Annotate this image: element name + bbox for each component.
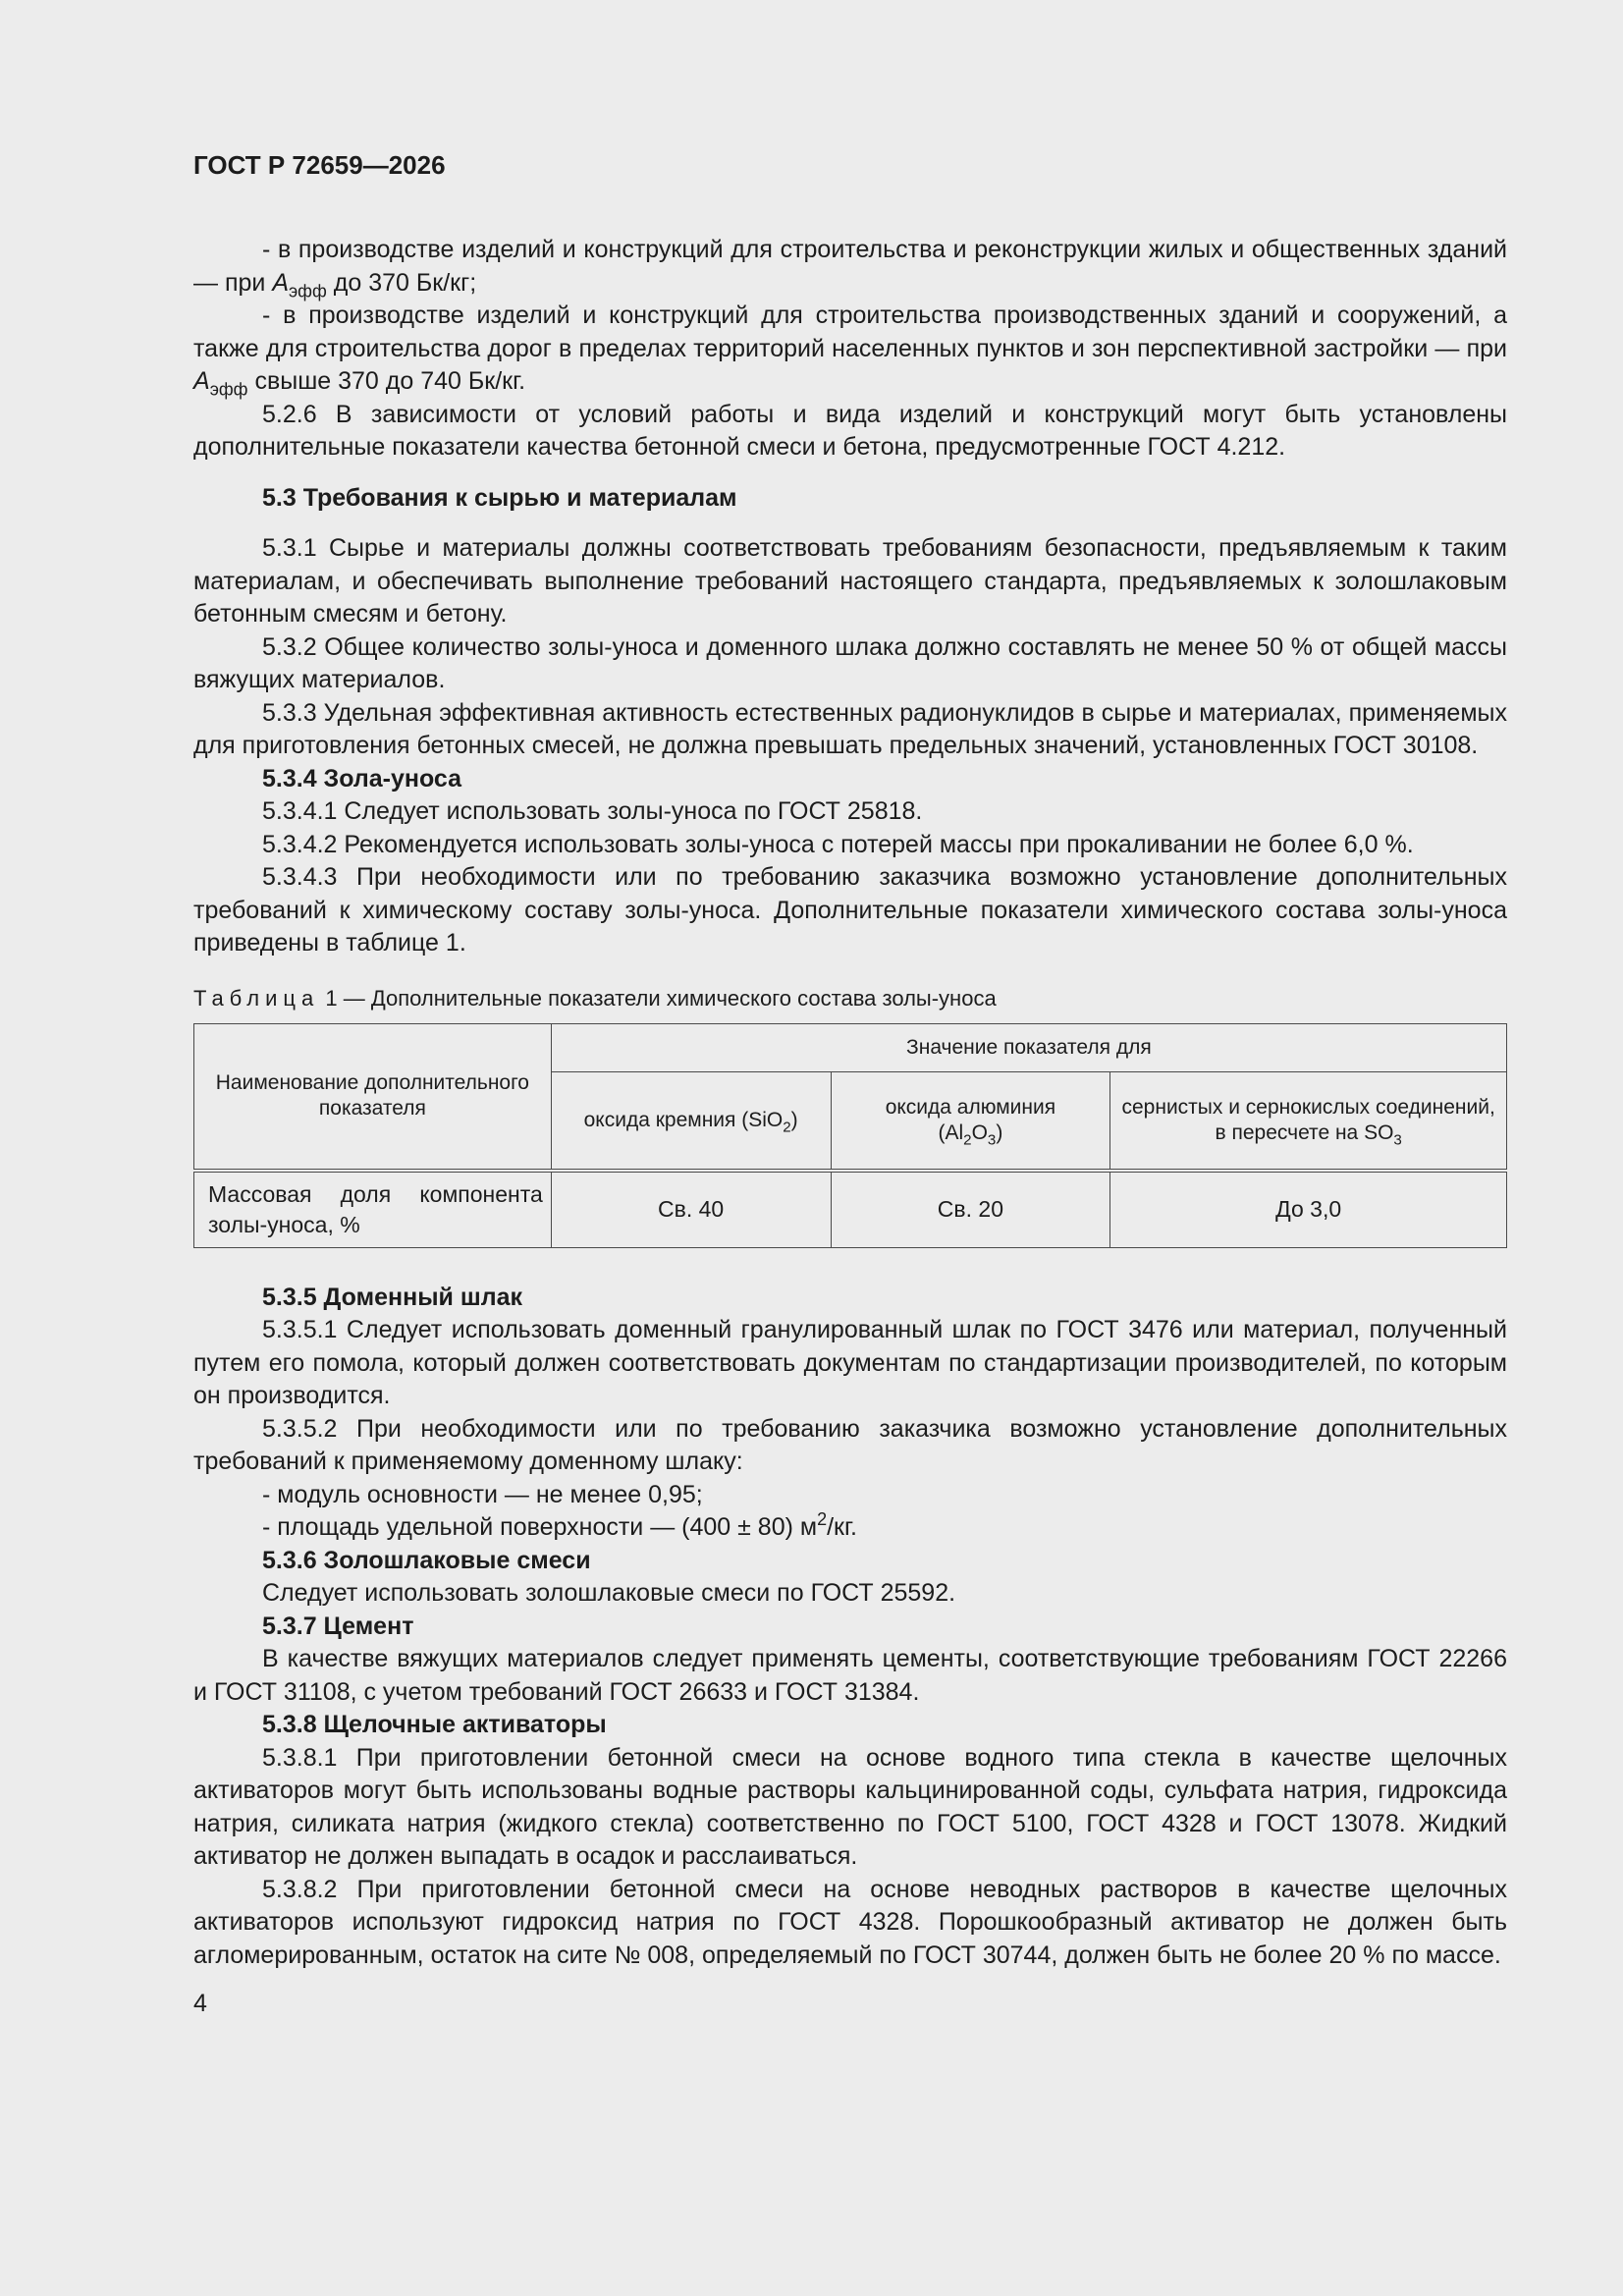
symbol-a: А [272,268,289,297]
value-silica: Св. 40 [551,1171,831,1248]
list-text: /кг. [827,1513,857,1541]
paragraph-5-3-3: 5.3.3 Удельная эффективная активность естественных радионуклидов в сырье и материалах, применяемых для приготовления бетонных смесей, не должна превышать предельных значений, установленных ГОСТ 30108. [193,698,1507,759]
header-text: оксида кремния (SiO [583,1108,784,1131]
header-value-group: Значение показателя для [551,1023,1506,1071]
row-indicator-name: Массовая доля компонента золы-уноса, % [194,1171,552,1248]
header-silica [551,1071,831,1171]
document-page [193,145,1507,2020]
table-header-row [194,1023,1507,1071]
symbol-a: А [193,367,210,395]
bullet-text: свыше 370 до 740 Бк/кг. [247,367,526,395]
header-text: ) [790,1108,798,1131]
body-text-rest [193,1282,1507,1973]
paragraph-5-3-7: В качестве вяжущих материалов следует применять цементы, соответствующие требованиям ГОСТ 22266 и ГОСТ 31108, с учетом требований ГОСТ 26633 и ГОСТ 31384. [193,1645,1507,1706]
paragraph-5-3-6: Следует использовать золошлаковые смеси по ГОСТ 25592. [262,1579,956,1607]
table-caption-text: 1 — Дополнительные показатели химического состава золы-уноса [319,985,997,1011]
subscript: 3 [1393,1130,1402,1148]
heading-5-3-8: 5.3.8 Щелочные активаторы [262,1711,607,1738]
table-1 [193,1023,1507,1248]
bullet-residential [193,234,1507,300]
paragraph-5-3-8-1: 5.3.8.1 При приготовлении бетонной смеси на основе водного типа стекла в качестве щелочных активаторов могут быть использованы водные растворы кальцинированной соды, сульфата натрия, гидроксида натрия, силиката натрия (жидкого стекла) соответственно по ГОСТ 5100, ГОСТ 4328 и ГОСТ 13078. Жидкий активатор не должен выпадать в осадок и расслаиваться. [193,1743,1507,1870]
header-indicator-name: Наименование дополнительного показателя [194,1023,552,1171]
paragraph-5-3-4-1: 5.3.4.1 Следует использовать золы-уноса по ГОСТ 25818. [262,797,923,825]
bullet-industrial [193,300,1507,399]
value-alumina: Св. 20 [831,1171,1110,1248]
paragraph-5-3-8-2: 5.3.8.2 При приготовлении бетонной смеси на основе неводных растворов в качестве щелочных активаторов используют гидроксид натрия по ГОСТ 4328. Порошкообразный активатор не должен быть агломерированным, остаток на сите № 008, определяемый по ГОСТ 30744, должен быть не более 20 % по массе. [193,1875,1507,1969]
paragraph-5-2-6: 5.2.6 В зависимости от условий работы и вида изделий и конструкций могут быть установлены дополнительные показатели качества бетонной смеси и бетона, предусмотренные ГОСТ 4.212. [193,400,1507,461]
header-alumina [831,1071,1110,1171]
heading-5-3-5: 5.3.5 Доменный шлак [262,1283,523,1311]
subscript: 3 [987,1130,997,1148]
value-sulfur: До 3,0 [1110,1171,1507,1248]
section-heading-5-3: 5.3 Требования к сырью и материалам [262,483,737,512]
body-text-5-3 [193,532,1507,960]
bullet-text: - в производстве изделий и конструкций для строительства производственных зданий и сооружений, а также для строительства дорог в пределах территорий населенных пунктов и зон перспективной застройки — при [193,301,1507,362]
page-number: 4 [193,1990,207,2017]
symbol-subscript: эфф [289,280,327,301]
heading-5-3-4: 5.3.4 Зола-уноса [262,764,462,793]
paragraph-5-3-5-1: 5.3.5.1 Следует использовать доменный гранулированный шлак по ГОСТ 3476 или материал, полученный путем его помола, который должен соответствовать документам по стандартизации производителей, по которым он производится. [193,1316,1507,1409]
header-text: сернистых и сернокислых соединений, в пересчете на SO [1121,1095,1495,1144]
bullet-text: - в производстве изделий и конструкций для строительства и реконструкции жилых и общественных зданий — при [193,236,1507,297]
header-text: O [971,1121,988,1144]
subscript: 2 [963,1130,972,1148]
paragraph-5-3-5-2: 5.3.5.2 При необходимости или по требованию заказчика возможно установление дополнительных требований к применяемому доменному шлаку: [193,1414,1507,1475]
paragraph-5-3-1: 5.3.1 Сырье и материалы должны соответствовать требованиям безопасности, предъявляемым к таким материалам, и обеспечивать выполнение требований настоящего стандарта, предъявляемых к золошлаковым бетонным смесям и бетону. [193,534,1507,628]
header-text: (Al [938,1121,964,1144]
header-text: оксида алюминия [885,1095,1056,1119]
header-text: ) [996,1121,1003,1144]
document-header: ГОСТ Р 72659—2026 [193,150,446,180]
heading-5-3-7: 5.3.7 Цемент [262,1612,414,1640]
table-caption-label: Таблица [193,985,320,1011]
header-sulfur [1110,1071,1507,1171]
list-item: - модуль основности — не менее 0,95; [262,1480,703,1508]
paragraph-5-3-4-3: 5.3.4.3 При необходимости или по требованию заказчика возможно установление дополнительных требований к химическому составу золы-уноса. Дополнительные показатели химического состава золы-уноса приведены в таблице 1. [193,863,1507,957]
bullet-text: до 370 Бк/кг; [326,268,477,297]
symbol-subscript: эфф [209,379,248,400]
subscript: 2 [783,1118,791,1135]
paragraph-5-3-4-2: 5.3.4.2 Рекомендуется использовать золы-уноса с потерей массы при прокаливании не более 6,0 %. [262,830,1414,858]
superscript: 2 [817,1509,828,1530]
table-row [194,1171,1507,1248]
table-caption [193,984,1507,1013]
heading-5-3-6: 5.3.6 Золошлаковые смеси [262,1546,591,1574]
list-text: - площадь удельной поверхности — (400 ± 80) м [262,1513,818,1541]
list-item [193,1511,1507,1545]
paragraph-5-3-2: 5.3.2 Общее количество золы-уноса и доменного шлака должно составлять не менее 50 % от общей массы вяжущих материалов. [193,632,1507,693]
body-text-top [193,234,1507,465]
